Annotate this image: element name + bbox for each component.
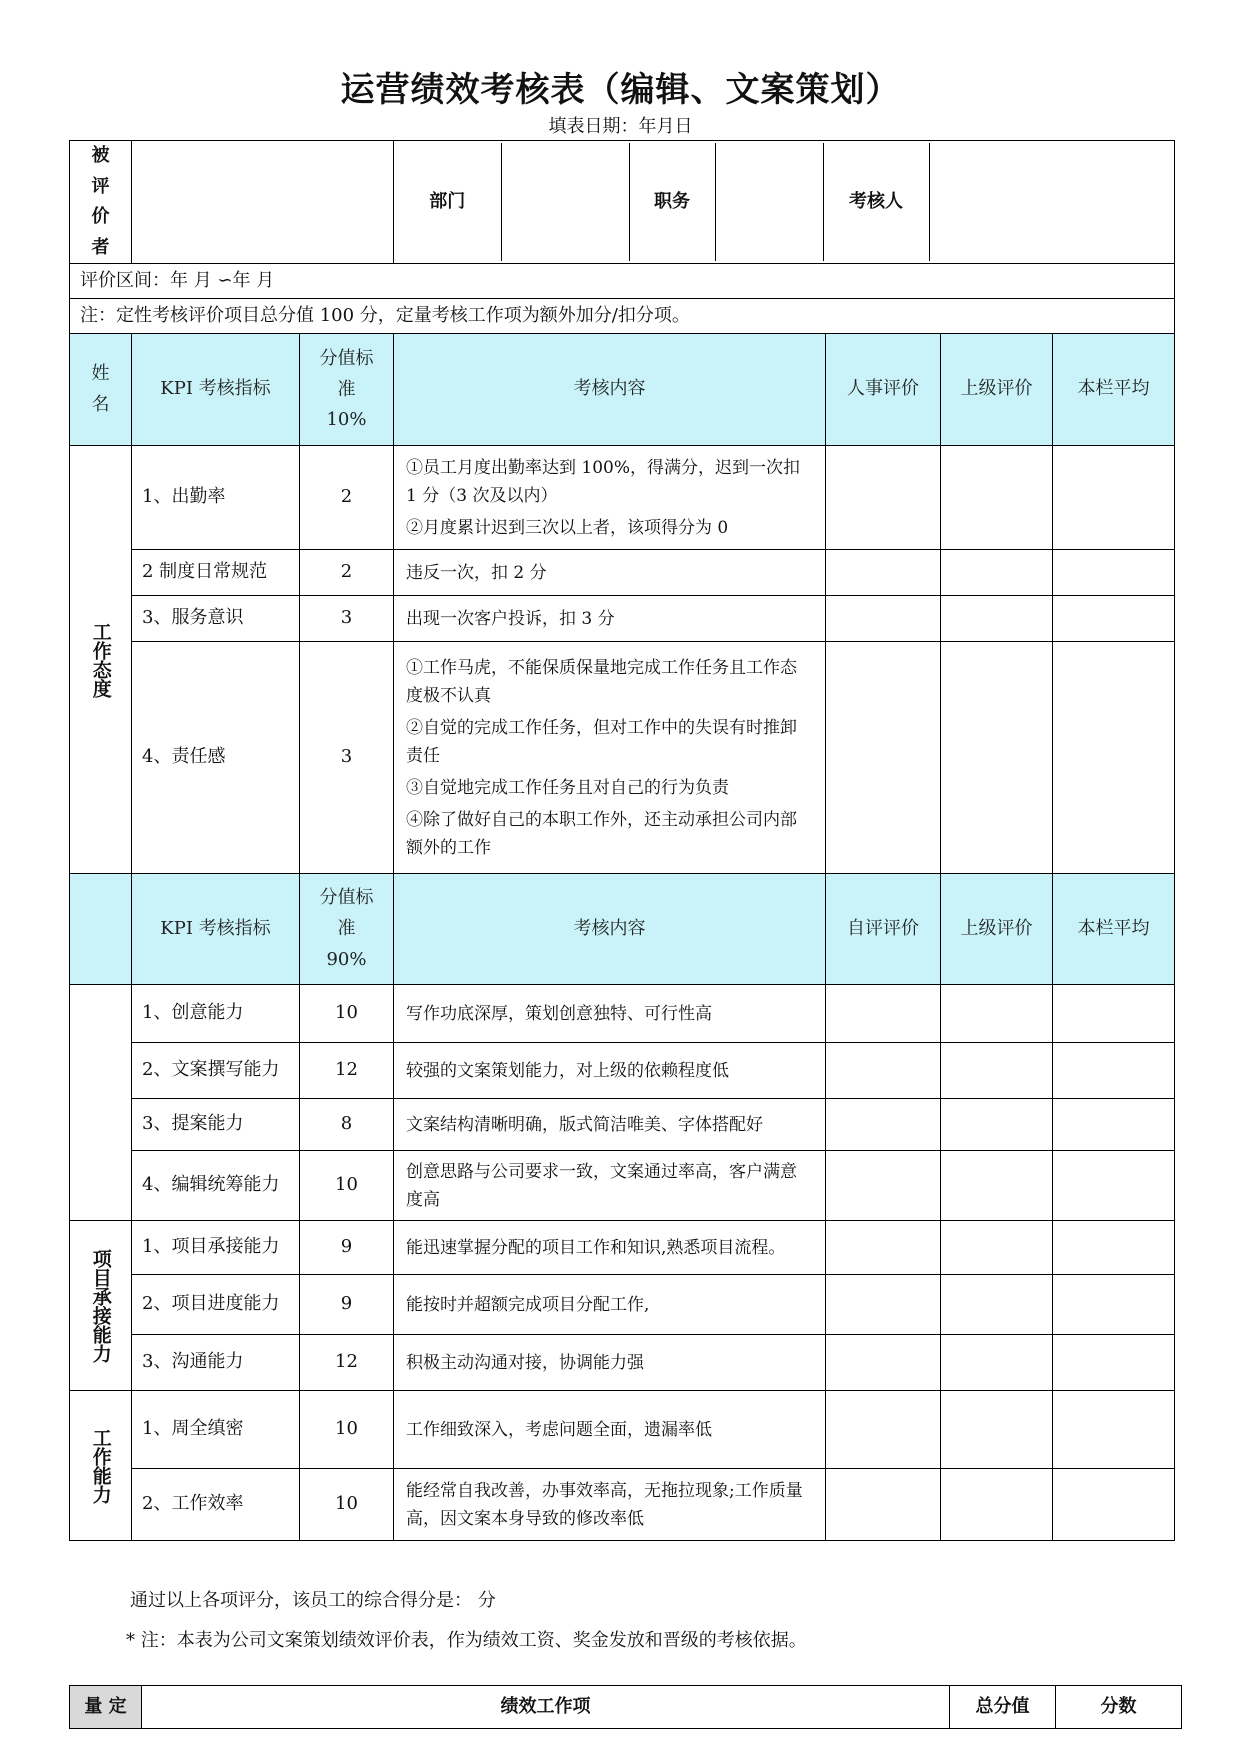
rating-cell-a[interactable] (826, 1275, 941, 1335)
info-inner-table (394, 143, 1174, 261)
evaluee-label-char: 被 (91, 145, 110, 166)
score-standard-line: 分值标 (319, 887, 374, 909)
assessor-field[interactable] (929, 143, 1174, 261)
assessment-content (394, 1335, 826, 1391)
content-line: 工作细致深入，考虑问题全面，遗漏率低 (406, 1419, 712, 1440)
average-cell[interactable] (1053, 1469, 1175, 1541)
score-value: 3 (300, 642, 394, 874)
score-value: 3 (300, 596, 394, 642)
rating-cell-a[interactable] (826, 985, 941, 1043)
kpi-item: 3、提案能力 (132, 1099, 300, 1151)
assessment-content (394, 596, 826, 642)
rating-cell-a[interactable] (826, 1391, 941, 1469)
content-line: 创意思路与公司要求一致，文案通过率高，客户满意度高 (406, 1161, 797, 1210)
rating-cell-a[interactable] (826, 1335, 941, 1391)
rating-cell-a[interactable] (826, 596, 941, 642)
assessment-content (394, 1391, 826, 1469)
score-standard-line: 准 (337, 918, 356, 940)
rating-cell-b[interactable] (941, 1221, 1053, 1275)
self-rating-header: 自评评价 (826, 874, 941, 985)
rating-cell-b[interactable] (941, 1275, 1053, 1335)
quantitative-label: 量 定 (70, 1686, 142, 1729)
position-label: 职务 (629, 143, 715, 261)
assessment-content (394, 1469, 826, 1541)
rating-cell-b[interactable] (941, 1469, 1053, 1541)
kpi-header-2: KPI 考核指标 (132, 874, 300, 985)
kpi-item: 3、服务意识 (132, 596, 300, 642)
average-cell[interactable] (1053, 985, 1175, 1043)
kpi-item: 4、编辑统筹能力 (132, 1151, 300, 1221)
rating-cell-a[interactable] (826, 1469, 941, 1541)
average-cell[interactable] (1053, 1151, 1175, 1221)
score-value: 12 (300, 1335, 394, 1391)
assessment-content (394, 446, 826, 550)
column-average-header: 本栏平均 (1053, 334, 1175, 446)
content-line: 出现一次客户投诉，扣 3 分 (406, 608, 615, 629)
total-score-header: 总分值 (950, 1686, 1056, 1729)
score-header: 分数 (1056, 1686, 1182, 1729)
content-line: 较强的文案策划能力，对上级的依赖程度低 (406, 1060, 729, 1081)
scoring-note: 注：定性考核评价项目总分值 100 分，定量考核工作项为额外加分/扣分项。 (70, 299, 1175, 334)
score-standard-line: 分值标 (319, 347, 374, 369)
score-value: 8 (300, 1099, 394, 1151)
assessment-content (394, 985, 826, 1043)
summary-line: 通过以上各项评分，该员工的综合得分是： 分 (130, 1590, 496, 1611)
rating-cell-b[interactable] (941, 1043, 1053, 1099)
kpi-item: 1、项目承接能力 (132, 1221, 300, 1275)
content-line: ②月度累计迟到三次以上者，该项得分为 0 (406, 517, 729, 538)
assessment-content (394, 550, 826, 596)
work-capability-label (70, 1391, 132, 1541)
average-cell[interactable] (1053, 1391, 1175, 1469)
name-header (70, 334, 132, 446)
content-line: 能经常自我改善，办事效率高，无拖拉现象;工作质量高，因文案本身导致的修改率低 (406, 1480, 803, 1529)
evaluee-label-char: 者 (91, 236, 110, 258)
rating-cell-b[interactable] (941, 985, 1053, 1043)
average-cell[interactable] (1053, 1099, 1175, 1151)
content-line: ①员工月度出勤率达到 100%，得满分，迟到一次扣 1 分（3 次及以内） (406, 457, 801, 506)
content-line: 积极主动沟通对接，协调能力强 (406, 1352, 644, 1373)
average-cell[interactable] (1053, 446, 1175, 550)
rating-cell-b[interactable] (941, 550, 1053, 596)
rating-cell-b[interactable] (941, 1391, 1053, 1469)
content-line: ④除了做好自己的本职工作外，还主动承担公司内部额外的工作 (406, 809, 797, 858)
hr-rating-header: 人事评价 (826, 334, 941, 446)
assessment-content (394, 1275, 826, 1335)
kpi-item: 4、责任感 (132, 642, 300, 874)
content-line: 违反一次，扣 2 分 (406, 562, 547, 583)
footnote: * 注：本表为公司文案策划绩效评价表，作为绩效工资、奖金发放和晋级的考核依据。 (126, 1630, 807, 1651)
column-average-header-2: 本栏平均 (1053, 874, 1175, 985)
project-capability-label (70, 1221, 132, 1391)
department-field[interactable] (501, 143, 629, 261)
page-title: 运营绩效考核表（编辑、文案策划） (340, 70, 901, 110)
content-line: ②自觉的完成工作任务，但对工作中的失误有时推卸责任 (406, 717, 797, 766)
assessment-content (394, 1043, 826, 1099)
rating-cell-b[interactable] (941, 642, 1053, 874)
score-value: 2 (300, 550, 394, 596)
content-line: 文案结构清晰明确，版式简洁唯美、字体搭配好 (406, 1114, 763, 1135)
rating-cell-b[interactable] (941, 1099, 1053, 1151)
rating-cell-a[interactable] (826, 446, 941, 550)
creative-section-label (70, 985, 132, 1221)
kpi-item: 2、文案撰写能力 (132, 1043, 300, 1099)
supervisor-rating-header: 上级评价 (941, 334, 1053, 446)
score-standard-line: 90% (326, 948, 367, 970)
content-line: 写作功底深厚，策划创意独特、可行性高 (406, 1003, 712, 1024)
kpi-item: 1、创意能力 (132, 985, 300, 1043)
rating-cell-b[interactable] (941, 1335, 1053, 1391)
kpi-item: 1、出勤率 (132, 446, 300, 550)
fill-date: 填表日期：年月日 (548, 116, 693, 137)
assessment-content (394, 642, 826, 874)
content-line: 能迅速掌握分配的项目工作和知识,熟悉项目流程。 (406, 1237, 786, 1258)
quantitative-table (69, 1685, 1182, 1729)
assessor-label: 考核人 (823, 143, 929, 261)
assessment-content (394, 1099, 826, 1151)
score-value: 10 (300, 985, 394, 1043)
work-capability-label-text: 工作能力 (89, 1427, 112, 1504)
rating-cell-b[interactable] (941, 1151, 1053, 1221)
supervisor-rating-header-2: 上级评价 (941, 874, 1053, 985)
content-line: ③自觉地完成工作任务且对自己的行为负责 (406, 777, 729, 798)
rating-cell-a[interactable] (826, 1151, 941, 1221)
project-capability-label-text: 项目承接能力 (89, 1248, 112, 1363)
score-value: 9 (300, 1275, 394, 1335)
work-attitude-label (70, 446, 132, 874)
assessment-content (394, 1221, 826, 1275)
kpi-item: 2、工作效率 (132, 1469, 300, 1541)
average-cell[interactable] (1053, 1335, 1175, 1391)
score-standard-header (300, 334, 394, 446)
average-cell[interactable] (1053, 596, 1175, 642)
average-cell[interactable] (1053, 550, 1175, 596)
score-value: 10 (300, 1469, 394, 1541)
score-standard-line: 准 (337, 378, 356, 400)
department-label: 部门 (429, 190, 466, 212)
content-line: 能按时并超额完成项目分配工作, (406, 1294, 650, 1315)
kpi-item: 2 制度日常规范 (132, 550, 300, 596)
score-value: 2 (300, 446, 394, 550)
kpi-header: KPI 考核指标 (132, 334, 300, 446)
evaluee-label-char: 评 (91, 175, 110, 197)
score-value: 9 (300, 1221, 394, 1275)
average-cell[interactable] (1053, 1043, 1175, 1099)
content-header: 考核内容 (394, 334, 826, 446)
evaluee-label (70, 141, 132, 264)
name-header-char: 名 (91, 393, 110, 415)
content-header-2: 考核内容 (394, 874, 826, 985)
evaluee-label-char: 价 (91, 206, 110, 228)
work-attitude-label-text: 工作态度 (89, 621, 112, 698)
score-value: 12 (300, 1043, 394, 1099)
rating-cell-a[interactable] (826, 550, 941, 596)
position-field[interactable] (715, 143, 823, 261)
kpi-item: 3、沟通能力 (132, 1335, 300, 1391)
blank-header-cell (70, 874, 132, 985)
evaluee-name-input[interactable] (132, 141, 394, 264)
score-standard-header-2 (300, 874, 394, 985)
rating-cell-b[interactable] (941, 596, 1053, 642)
average-cell[interactable] (1053, 1221, 1175, 1275)
rating-cell-a[interactable] (826, 1043, 941, 1099)
average-cell[interactable] (1053, 642, 1175, 874)
rating-cell-b[interactable] (941, 446, 1053, 550)
score-value: 10 (300, 1391, 394, 1469)
score-standard-line: 10% (326, 409, 367, 431)
assessment-table (69, 140, 1175, 1541)
rating-cell-a[interactable] (826, 1099, 941, 1151)
rating-cell-a[interactable] (826, 642, 941, 874)
average-cell[interactable] (1053, 1275, 1175, 1335)
work-items-header: 绩效工作项 (142, 1686, 950, 1729)
kpi-item: 2、项目进度能力 (132, 1275, 300, 1335)
score-value: 10 (300, 1151, 394, 1221)
kpi-item: 1、周全缜密 (132, 1391, 300, 1469)
evaluation-period[interactable]: 评价区间：年 月 ∽年 月 (70, 264, 1175, 299)
assessment-content (394, 1151, 826, 1221)
info-row-cells (394, 141, 1175, 264)
name-header-char: 姓 (91, 363, 110, 385)
content-line: ①工作马虎，不能保质保量地完成工作任务且工作态度极不认真 (406, 657, 797, 706)
rating-cell-a[interactable] (826, 1221, 941, 1275)
